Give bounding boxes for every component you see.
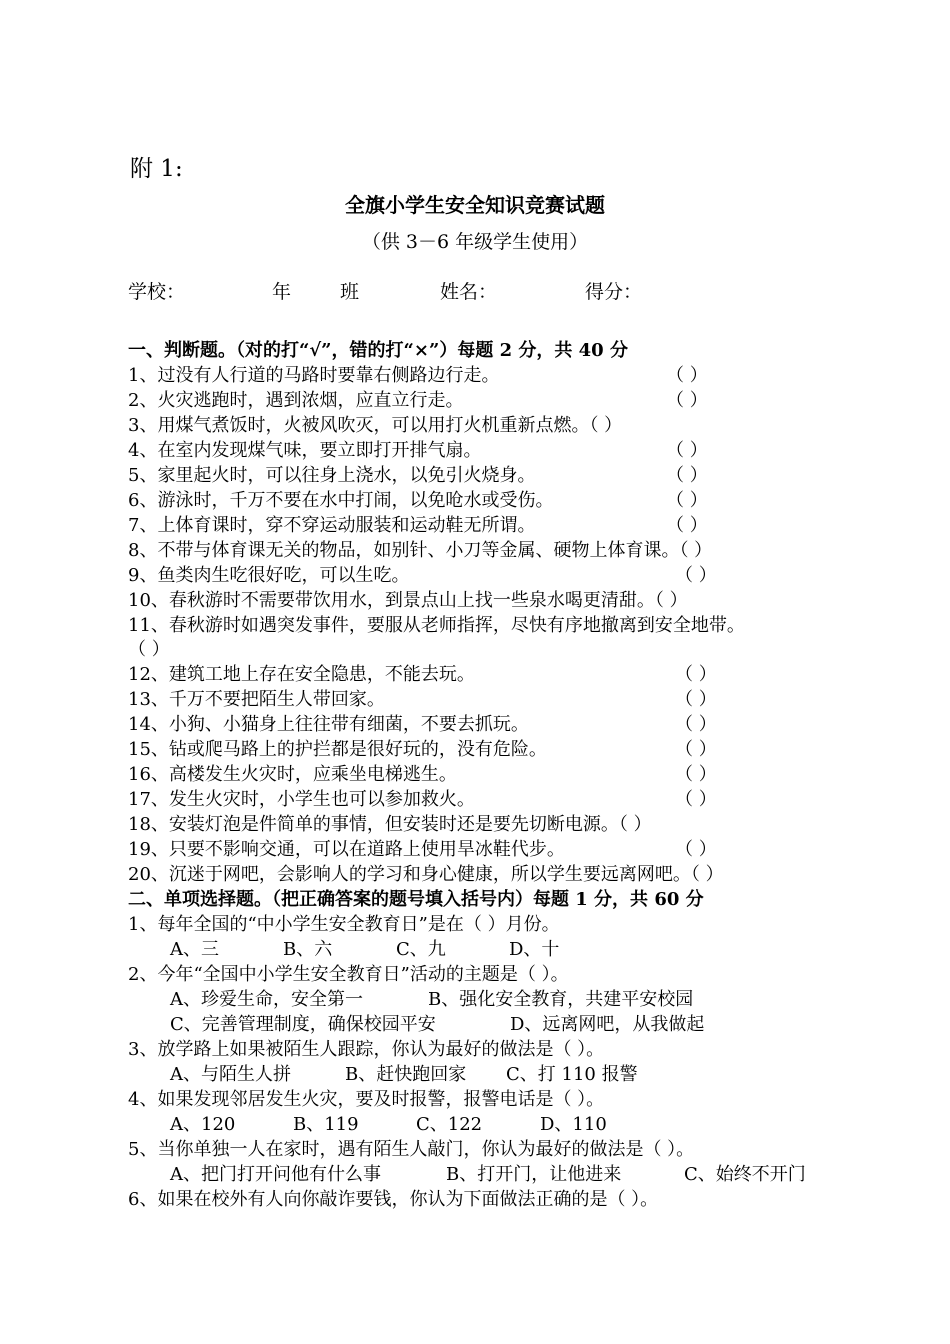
judge-item-14: 14、小狗、小猫身上往往带有细菌，不要去抓玩。 <box>128 714 529 735</box>
q4-option-a: A、120 <box>170 1114 236 1135</box>
name-label: 姓名： <box>440 281 498 303</box>
page-subtitle: （供 3－6 年级学生使用） <box>361 231 589 253</box>
judge-item-20: 20、沉迷于网吧，会影响人的学习和身心健康，所以学生要远离网吧。（ ） <box>128 864 724 885</box>
q5-option-c: C、始终不开门 <box>684 1164 806 1185</box>
grade-label: 年 <box>272 281 292 303</box>
q2-option-b: B、强化安全教育，共建平安校园 <box>428 989 694 1010</box>
choice-q2: 2、今年“全国中小学生安全教育日”活动的主题是（ ）。 <box>128 964 569 985</box>
answer-blank-4: （ ） <box>666 440 708 461</box>
choice-q3: 3、放学路上如果被陌生人跟踪，你认为最好的做法是（ ）。 <box>128 1039 605 1060</box>
judge-item-13: 13、千万不要把陌生人带回家。 <box>128 689 385 710</box>
q1-option-d: D、十 <box>509 939 560 960</box>
judge-item-9: 9、鱼类肉生吃很好吃，可以生吃。 <box>128 565 410 586</box>
q2-option-a: A、珍爱生命，安全第一 <box>170 989 363 1010</box>
answer-blank-13: （ ） <box>675 689 717 710</box>
answer-blank-2: （ ） <box>666 390 708 411</box>
choice-q6: 6、如果在校外有人向你敲诈要钱，你认为下面做法正确的是（ ）。 <box>128 1189 659 1210</box>
judge-item-7: 7、上体育课时，穿不穿运动服装和运动鞋无所谓。 <box>128 515 536 536</box>
section-1-heading: 一、判断题。（对的打“√”，错的打“×”）每题 2 分，共 40 分 <box>128 340 628 361</box>
q5-option-a: A、把门打开问他有什么事 <box>170 1164 381 1185</box>
judge-item-17: 17、发生火灾时，小学生也可以参加救火。 <box>128 789 475 810</box>
answer-blank-14: （ ） <box>675 714 717 735</box>
judge-item-4: 4、在室内发现煤气味，要立即打开排气扇。 <box>128 440 482 461</box>
choice-q4: 4、如果发现邻居发生火灾，要及时报警，报警电话是（ ）。 <box>128 1089 605 1110</box>
answer-blank-17: （ ） <box>675 789 717 810</box>
answer-blank-12: （ ） <box>675 664 717 685</box>
judge-item-11: 11、春秋游时如遇突发事件，要服从老师指挥，尽快有序地撤离到安全地带。 <box>128 615 745 636</box>
answer-blank-5: （ ） <box>666 465 708 486</box>
q1-option-a: A、三 <box>170 939 219 960</box>
q2-option-c: C、完善管理制度，确保校园平安 <box>170 1014 436 1035</box>
judge-item-2: 2、火灾逃跑时，遇到浓烟，应直立行走。 <box>128 390 464 411</box>
score-label: 得分： <box>585 281 643 303</box>
q3-option-c: C、打 110 报警 <box>506 1064 638 1085</box>
q4-option-c: C、122 <box>416 1114 483 1135</box>
judge-item-1: 1、过没有人行道的马路时要靠右侧路边行走。 <box>128 365 500 386</box>
answer-blank-11: （ ） <box>128 639 170 660</box>
judge-item-19: 19、只要不影响交通，可以在道路上使用旱冰鞋代步。 <box>128 839 565 860</box>
q4-option-b: B、119 <box>293 1114 359 1135</box>
answer-blank-19: （ ） <box>675 839 717 860</box>
q1-option-b: B、六 <box>283 939 333 960</box>
page-title: 全旗小学生安全知识竞赛试题 <box>345 193 605 217</box>
answer-blank-7: （ ） <box>666 515 708 536</box>
judge-item-16: 16、高楼发生火灾时，应乘坐电梯逃生。 <box>128 764 457 785</box>
judge-item-15: 15、钻或爬马路上的护拦都是很好玩的，没有危险。 <box>128 739 547 760</box>
attachment-label: 附 1: <box>130 156 183 182</box>
q5-option-b: B、打开门，让他进来 <box>446 1164 622 1185</box>
q2-option-d: D、远离网吧，从我做起 <box>510 1014 705 1035</box>
choice-q5: 5、当你单独一人在家时，遇有陌生人敲门，你认为最好的做法是（ ）。 <box>128 1139 695 1160</box>
section-2-heading: 二、单项选择题。（把正确答案的题号填入括号内）每题 1 分，共 60 分 <box>128 889 704 910</box>
school-label: 学校： <box>128 281 186 303</box>
answer-blank-9: （ ） <box>675 565 717 586</box>
answer-blank-15: （ ） <box>675 739 717 760</box>
q3-option-a: A、与陌生人拼 <box>170 1064 291 1085</box>
q4-option-d: D、110 <box>540 1114 607 1135</box>
judge-item-6: 6、游泳时，千万不要在水中打闹，以免呛水或受伤。 <box>128 490 554 511</box>
judge-item-12: 12、建筑工地上存在安全隐患，不能去玩。 <box>128 664 475 685</box>
judge-item-18: 18、安装灯泡是件简单的事情，但安装时还是要先切断电源。（ ） <box>128 814 652 835</box>
q3-option-b: B、赶快跑回家 <box>345 1064 467 1085</box>
class-label: 班 <box>340 281 360 303</box>
judge-item-8: 8、不带与体育课无关的物品，如别针、小刀等金属、硬物上体育课。（ ） <box>128 540 713 561</box>
answer-blank-1: （ ） <box>666 365 708 386</box>
judge-item-10: 10、春秋游时不需要带饮用水，到景点山上找一些泉水喝更清甜。（ ） <box>128 590 688 611</box>
answer-blank-6: （ ） <box>666 490 708 511</box>
judge-item-5: 5、家里起火时，可以往身上浇水，以免引火烧身。 <box>128 465 536 486</box>
q1-option-c: C、九 <box>396 939 446 960</box>
judge-item-3: 3、用煤气煮饭时，火被风吹灭，可以用打火机重新点燃。（ ） <box>128 415 623 436</box>
answer-blank-16: （ ） <box>675 764 717 785</box>
choice-q1: 1、每年全国的“中小学生安全教育日”是在（ ）月份。 <box>128 914 560 935</box>
